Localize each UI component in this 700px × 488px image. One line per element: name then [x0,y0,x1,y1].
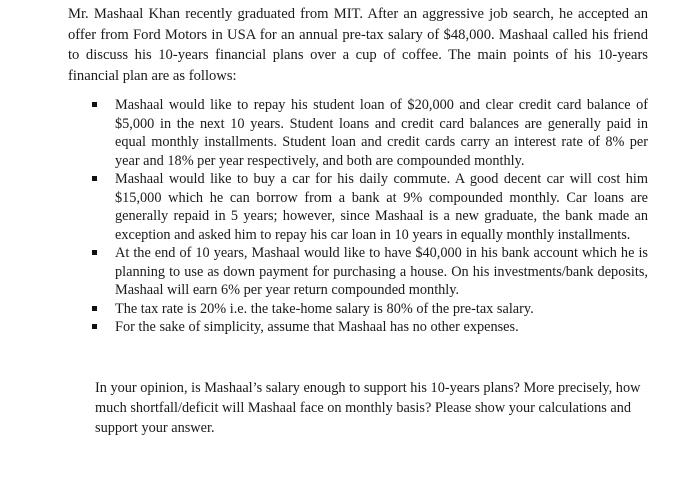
intro-paragraph: Mr. Mashaal Khan recently graduated from MIT. After an aggressive job search, he accepted an offer from Ford Motors in USA for an annual pre-tax salary of $48,000. Mashaal called his friend to discuss his 10-years financial plans over a cup of coffee. The main points of his 10-years financial plan are as follows: [68,6,648,84]
bullet-text: Mashaal would like to buy a car for his daily commute. A good decent car will cost him $15,000 which he can borrow from a bank at 9% compounded monthly. Car loans are generally repaid in 5 years; however, since Mashaal is a new graduate, the bank made an exception and asked him to repay his car loan in 10 years in equally monthly installments. [115,171,648,243]
list-item [92,318,648,337]
bullet-icon [92,306,97,311]
list-item [92,170,648,244]
bullet-text: The tax rate is 20% i.e. the take-home salary is 80% of the pre-tax salary. [115,300,534,317]
bullet-icon [92,250,97,255]
bullet-icon [92,176,97,181]
bullet-text: Mashaal would like to repay his student loan of $20,000 and clear credit card balance of $5,000 in the next 10 years. Student loans and credit card balances are generally paid in equal monthly installments. Student loan and credit cards carry an interest rate of 8% per year and 18% per year respectively, and both are compounded monthly. [115,97,648,169]
list-item [92,244,648,300]
bullet-text: At the end of 10 years, Mashaal would like to have $40,000 in his bank account which he is planning to use as down payment for purchasing a house. On his investments/bank deposits, Mashaal will earn 6% per year return compounded monthly. [115,245,648,298]
plan-bullet-list [92,96,648,337]
bullet-text: For the sake of simplicity, assume that Mashaal has no other expenses. [115,319,519,335]
bullet-icon [92,102,97,107]
question-paragraph: In your opinion, is Mashaal’s salary enough to support his 10-years plans? More precisely, how much shortfall/deficit will Mashaal face on monthly basis? Please show your calculations and support your answer. [95,380,641,436]
list-item [92,300,648,319]
list-item [92,96,648,170]
bullet-icon [92,324,97,329]
